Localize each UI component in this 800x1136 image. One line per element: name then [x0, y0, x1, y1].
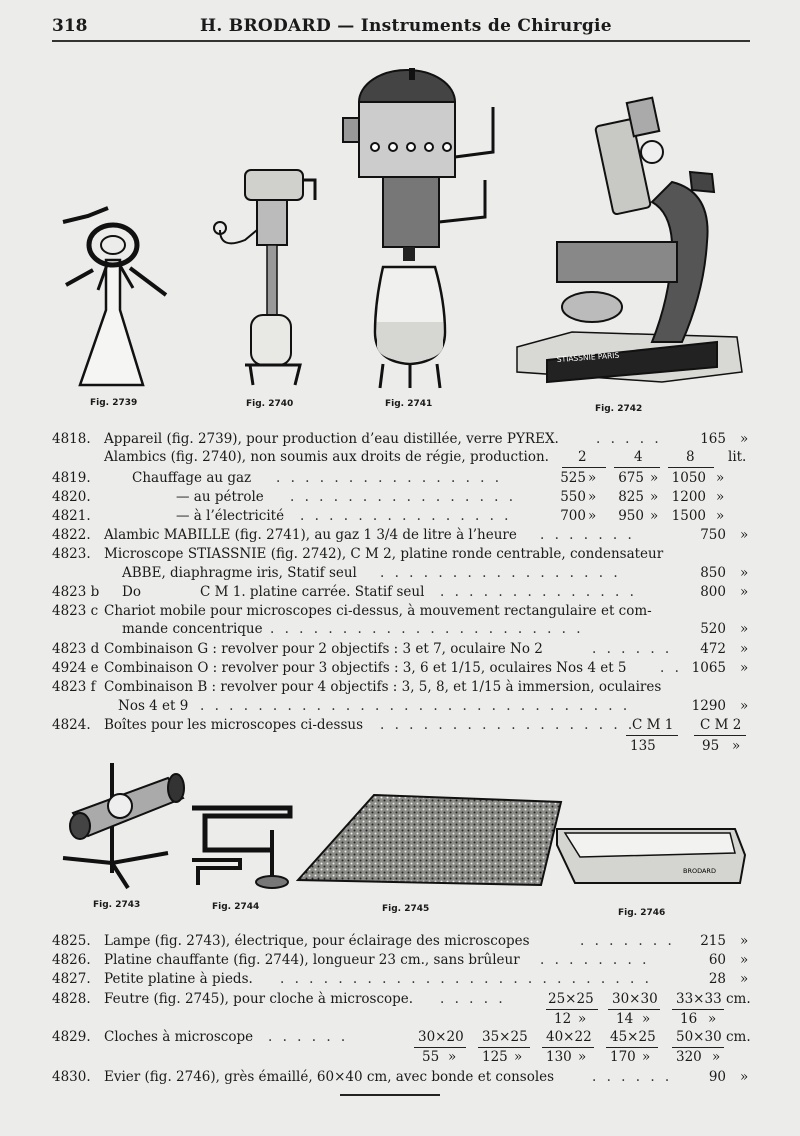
entry-number: 4826.	[52, 952, 91, 968]
entry-4818	[0, 430, 800, 448]
entry-price: 28	[708, 971, 726, 987]
entry-price: 90	[708, 1069, 726, 1085]
entry-price-1: 12	[554, 1011, 572, 1027]
entry-description-line1: Microscope STIASSNIE (fig. 2742), C M 2, platine ronde centrable, condensateur	[104, 546, 664, 562]
column-rule	[668, 467, 714, 468]
entry-price-2: 14	[616, 1011, 634, 1027]
size-column-3: 33×33	[676, 991, 722, 1007]
entry-4823c	[0, 602, 800, 620]
entry-number: 4823 c	[52, 603, 99, 619]
currency-mark: »	[740, 621, 749, 637]
entry-price: 60	[708, 952, 726, 968]
entry-price-3: 1050	[671, 470, 706, 486]
entry-description: Petite platine à pieds.	[104, 971, 253, 987]
entry-price: 1065	[691, 660, 726, 676]
leader-dots: . . . . . .	[592, 1069, 673, 1085]
figure-caption-2743: Fig. 2743	[93, 900, 141, 910]
entry-price-2: 125	[482, 1049, 508, 1065]
entry-price-1: 550	[560, 489, 586, 505]
size-column-4: 45×25	[610, 1029, 656, 1045]
size-column-1: 30×20	[418, 1029, 464, 1045]
entry-4827	[0, 970, 800, 988]
entry-description-line1: Chariot mobile pour microscopes ci-dessus, à mouvement rectangulaire et com-	[104, 603, 652, 619]
entry-4823d	[0, 640, 800, 658]
figure-caption-2744: Fig. 2744	[212, 902, 260, 912]
leader-dots: . . . . . . . . . . . . . . . . . . . . . . . . . . . . . .	[200, 698, 631, 714]
entry-number: 4829.	[52, 1029, 91, 1045]
leader-dots: . . . . . .	[592, 641, 673, 657]
currency-mark: »	[578, 1011, 587, 1027]
currency-mark: »	[588, 489, 597, 505]
entry-description: C M 1. platine carrée. Statif seul	[200, 584, 425, 600]
entry-price-2: 950	[618, 508, 644, 524]
currency-mark: »	[588, 470, 597, 486]
entry-price-1: 55	[422, 1049, 440, 1065]
capacity-column-1: 2	[578, 449, 587, 465]
entry-price-3: 16	[680, 1011, 698, 1027]
entry-price-3: 1500	[671, 508, 706, 524]
mabille-alembic-illustration	[335, 62, 510, 397]
entry-description: Combinaison O : revolver pour 3 objectifs : 3, 6 et 1/15, oculaires Nos 4 et 5	[104, 660, 627, 676]
currency-mark: »	[642, 1049, 651, 1065]
column-rule	[562, 467, 606, 468]
entry-number: 4824.	[52, 717, 91, 733]
page-header	[52, 14, 750, 40]
alembic-2740-illustration	[205, 160, 320, 395]
entry-number: 4825.	[52, 933, 91, 949]
leader-dots: . . . . . . . . . . . . . . . . . .	[380, 717, 636, 733]
entry-description: Alambics (fig. 2740), non soumis aux droits de régie, production.	[104, 449, 549, 465]
figure-caption-2739: Fig. 2739	[90, 398, 138, 408]
leader-dots: . .	[660, 660, 682, 676]
entry-description: Feutre (fig. 2745), pour cloche à microscope.	[104, 991, 414, 1007]
entry-price: 520	[700, 621, 726, 637]
figure-caption-2742: Fig. 2742	[595, 404, 643, 414]
entry-4823	[0, 545, 800, 563]
entry-description: Cloches à microscope	[104, 1029, 254, 1045]
distillation-flask-illustration	[58, 200, 173, 395]
microscope-lamp-illustration	[58, 758, 198, 893]
entry-price-1: 700	[560, 508, 586, 524]
entry-number: 4823 b	[52, 584, 100, 600]
entry-price: 750	[700, 527, 726, 543]
leader-dots: . . . . . . . .	[540, 952, 650, 968]
entry-price-4: 170	[610, 1049, 636, 1065]
entry-4829-prices	[0, 1048, 800, 1066]
currency-mark: »	[740, 584, 749, 600]
box-column-2: C M 2	[700, 717, 742, 733]
entry-number: 4821.	[52, 508, 91, 524]
entry-alambics-heading	[0, 448, 800, 466]
size-column-1: 25×25	[548, 991, 594, 1007]
column-rule	[614, 467, 660, 468]
currency-mark: »	[740, 933, 749, 949]
entry-4823f-continued	[0, 697, 800, 715]
entry-description: Evier (fig. 2746), grès émaillé, 60×40 cm, avec bonde et consoles	[104, 1069, 555, 1085]
leader-dots: . . . . . . . . . . . . . . . .	[276, 470, 503, 486]
entry-description: Boîtes pour les microscopes ci-dessus	[104, 717, 364, 733]
entry-4830	[0, 1068, 800, 1086]
entry-4823-continued	[0, 564, 800, 582]
currency-mark: »	[716, 489, 725, 505]
currency-mark: »	[708, 1011, 717, 1027]
header-rule	[52, 40, 750, 42]
entry-4823b	[0, 583, 800, 601]
leader-dots: . . . . . . . . . . . . . . . . .	[380, 565, 621, 581]
entry-4823c-continued	[0, 620, 800, 638]
capacity-column-3: 8	[686, 449, 695, 465]
size-column-3: 40×22	[546, 1029, 592, 1045]
currency-mark: »	[740, 1069, 749, 1085]
size-column-2: 30×30	[612, 991, 658, 1007]
currency-mark: »	[740, 698, 749, 714]
entry-4826	[0, 951, 800, 969]
stiassnie-microscope-illustration	[512, 92, 752, 397]
currency-mark: »	[650, 470, 659, 486]
size-unit: cm.	[726, 991, 751, 1007]
entry-price-1: 525	[560, 470, 586, 486]
currency-mark: »	[716, 508, 725, 524]
leader-dots: . . . . .	[440, 991, 506, 1007]
figure-caption-2746: Fig. 2746	[618, 908, 666, 918]
entry-4820	[0, 488, 800, 506]
entry-4821	[0, 507, 800, 525]
entry-description-line1: Combinaison B : revolver pour 4 objectifs : 3, 5, 8, et 1/15 à immersion, oculaires	[104, 679, 662, 695]
box-column-1: C M 1	[632, 717, 674, 733]
entry-price: 165	[700, 431, 726, 447]
entry-4828	[0, 990, 800, 1008]
page-title: H. BRODARD — Instruments de Chirurgie	[200, 16, 612, 36]
entry-price-2: 675	[618, 470, 644, 486]
size-unit: cm.	[726, 1029, 751, 1045]
entry-description: Platine chauffante (fig. 2744), longueur 23 cm., sans brûleur	[104, 952, 520, 968]
currency-mark: »	[740, 565, 749, 581]
leader-dots: . . . . . . . . . . . . . . . . . . . . . .	[270, 621, 584, 637]
currency-mark: »	[716, 470, 725, 486]
currency-mark: »	[588, 508, 597, 524]
page-number: 318	[52, 16, 88, 36]
currency-mark: »	[650, 489, 659, 505]
currency-mark: »	[740, 527, 749, 543]
column-rule	[694, 735, 746, 736]
entry-number: 4823 f	[52, 679, 96, 695]
currency-mark: »	[740, 971, 749, 987]
entry-number: 4828.	[52, 991, 91, 1007]
entry-price-2: 95	[702, 738, 720, 754]
leader-dots: . . . . . .	[268, 1029, 349, 1045]
size-column-2: 35×25	[482, 1029, 528, 1045]
currency-mark: »	[514, 1049, 523, 1065]
sink-tray-illustration	[555, 825, 747, 887]
leader-dots: . . . . . . . . . . . . . .	[440, 584, 637, 600]
entry-description: Alambic MABILLE (fig. 2741), au gaz 1 3/4 de litre à l’heure	[104, 527, 517, 543]
entry-number: 4823 d	[52, 641, 100, 657]
leader-dots: . . . . . . .	[580, 933, 675, 949]
entry-price: 800	[700, 584, 726, 600]
entry-description-line2: mande concentrique	[122, 621, 263, 637]
leader-dots: . . . . . . . . . . . . . . . .	[290, 489, 517, 505]
entry-number: 4820.	[52, 489, 91, 505]
entry-price-2: 825	[618, 489, 644, 505]
entry-price-3: 1200	[671, 489, 706, 505]
entry-description: Appareil (fig. 2739), pour production d’eau distillée, verre PYREX.	[104, 431, 559, 447]
entry-description: Combinaison G : revolver pour 2 objectifs : 3 et 7, oculaire No 2	[104, 641, 543, 657]
entry-price-3: 130	[546, 1049, 572, 1065]
currency-mark: »	[650, 508, 659, 524]
currency-mark: »	[740, 952, 749, 968]
entry-4828-prices	[0, 1010, 800, 1028]
column-rule	[626, 735, 678, 736]
leader-dots: . . . . .	[596, 431, 662, 447]
figure-caption-2740: Fig. 2740	[246, 399, 294, 409]
capacity-unit: lit.	[728, 449, 747, 465]
entry-4829	[0, 1028, 800, 1046]
entry-number: 4830.	[52, 1069, 91, 1085]
entry-4823f	[0, 678, 800, 696]
figure-caption-2741: Fig. 2741	[385, 399, 433, 409]
currency-mark: »	[642, 1011, 651, 1027]
entry-4824-prices	[0, 737, 800, 755]
tray-brand-label: BRODARD	[683, 867, 716, 875]
entry-description: Lampe (fig. 2743), électrique, pour éclairage des microscopes	[104, 933, 530, 949]
currency-mark: »	[732, 738, 741, 754]
entry-4825	[0, 932, 800, 950]
capacity-column-2: 4	[634, 449, 643, 465]
entry-number: 4819.	[52, 470, 91, 486]
end-rule	[340, 1094, 440, 1096]
figure-caption-2745: Fig. 2745	[382, 904, 430, 914]
entry-description-line2: ABBE, diaphragme iris, Statif seul	[122, 565, 357, 581]
size-column-5: 50×30	[676, 1029, 722, 1045]
entry-price: 850	[700, 565, 726, 581]
entry-description: — à l’électricité	[176, 508, 285, 524]
currency-mark: »	[578, 1049, 587, 1065]
entry-description: Chauffage au gaz	[132, 470, 252, 486]
entry-number: 4822.	[52, 527, 91, 543]
entry-4822	[0, 526, 800, 544]
currency-mark: »	[740, 660, 749, 676]
entry-price: 215	[700, 933, 726, 949]
microscope-brand-label: STIASSNIE PARIS	[556, 350, 620, 364]
leader-dots: . . . . . . . . . . . . . . .	[300, 508, 512, 524]
ditto-mark: Do	[122, 584, 141, 600]
currency-mark: »	[740, 431, 749, 447]
felt-pad-illustration	[296, 790, 564, 890]
entry-number: 4924 e	[52, 660, 99, 676]
entry-description-line2: Nos 4 et 9	[118, 698, 189, 714]
currency-mark: »	[740, 641, 749, 657]
leader-dots: . . . . . . . . . . . . . . . . . . . . . . . . . .	[280, 971, 652, 987]
entry-4819	[0, 469, 800, 487]
entry-number: 4818.	[52, 431, 91, 447]
entry-price-1: 135	[630, 738, 656, 754]
entry-price-5: 320	[676, 1049, 702, 1065]
entry-4924e	[0, 659, 800, 677]
entry-price: 1290	[691, 698, 726, 714]
entry-description: — au pétrole	[176, 489, 264, 505]
entry-4824	[0, 716, 800, 734]
leader-dots: . . . . . . .	[540, 527, 635, 543]
entry-number: 4823.	[52, 546, 91, 562]
currency-mark: »	[712, 1049, 721, 1065]
currency-mark: »	[448, 1049, 457, 1065]
entry-number: 4827.	[52, 971, 91, 987]
heating-plate-illustration	[190, 800, 295, 895]
entry-price: 472	[700, 641, 726, 657]
